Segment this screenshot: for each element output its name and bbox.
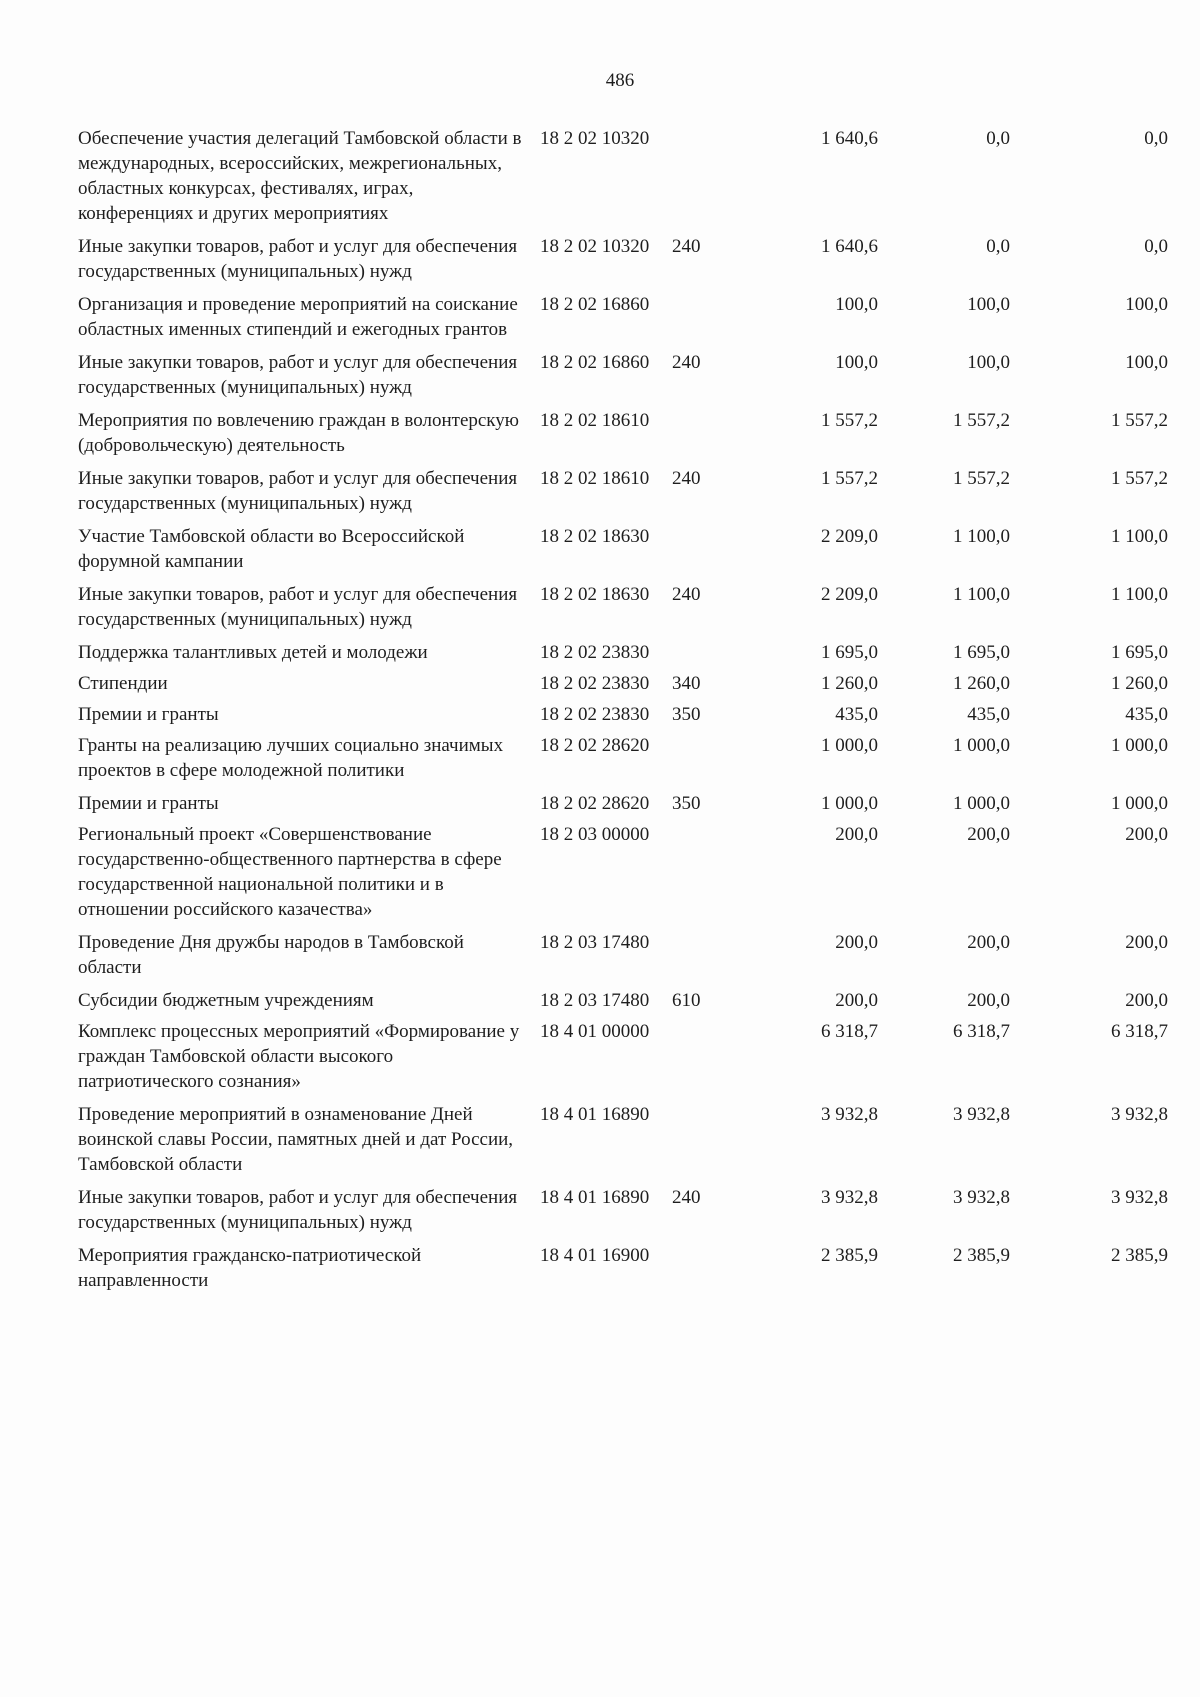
row-code: 18 4 01 16890 xyxy=(540,1187,650,1208)
row-code: 18 4 01 00000 xyxy=(540,1021,650,1042)
row-value-2: 1 000,0 xyxy=(953,735,1010,756)
row-code: 18 2 02 10320 xyxy=(540,236,650,257)
table-row xyxy=(78,1243,1168,1301)
row-code: 18 2 02 18610 xyxy=(540,410,650,431)
row-value-1: 435,0 xyxy=(835,704,878,725)
row-value-2: 200,0 xyxy=(967,824,1010,845)
row-value-1: 1 260,0 xyxy=(821,673,878,694)
page-number: 486 xyxy=(605,70,635,91)
budget-table-body xyxy=(78,126,1168,1301)
row-name: Мероприятия по вовлечению граждан в волонтерскую (добровольческую) деятельность xyxy=(78,410,519,456)
row-value-3: 100,0 xyxy=(1125,294,1168,315)
table-row xyxy=(78,1019,1168,1102)
row-name: Региональный проект «Совершенствование государственно-общественного партнерства в сфере государственной национальной политики и в отношении российского казачества» xyxy=(78,824,502,920)
row-value-3: 1 100,0 xyxy=(1111,584,1168,605)
row-value-3: 1 000,0 xyxy=(1111,735,1168,756)
row-value-3: 1 557,2 xyxy=(1111,468,1168,489)
row-code: 18 2 02 23830 xyxy=(540,704,650,725)
row-type xyxy=(672,822,720,930)
row-value-3: 2 385,9 xyxy=(1111,1245,1168,1266)
row-type: 240 xyxy=(672,584,701,605)
row-value-1: 1 640,6 xyxy=(821,128,878,149)
table-row xyxy=(78,671,1168,702)
row-name: Проведение мероприятий в ознаменование Дней воинской славы России, памятных дней и дат России, Тамбовской области xyxy=(78,1104,514,1175)
row-name: Поддержка талантливых детей и молодежи xyxy=(78,642,428,663)
row-name: Иные закупки товаров, работ и услуг для обеспечения государственных (муниципальных) нужд xyxy=(78,1187,518,1233)
row-code: 18 2 02 10320 xyxy=(540,128,650,149)
row-code: 18 2 02 28620 xyxy=(540,793,650,814)
row-value-3: 200,0 xyxy=(1125,824,1168,845)
row-type xyxy=(672,733,720,791)
row-code: 18 2 02 18610 xyxy=(540,468,650,489)
table-row xyxy=(78,350,1168,408)
table-row xyxy=(78,791,1168,822)
row-type: 350 xyxy=(672,793,701,814)
row-code: 18 2 02 18630 xyxy=(540,526,650,547)
row-code: 18 2 02 28620 xyxy=(540,735,650,756)
row-type xyxy=(672,1243,720,1301)
table-row xyxy=(78,582,1168,640)
table-row xyxy=(78,640,1168,671)
row-value-3: 6 318,7 xyxy=(1111,1021,1168,1042)
row-value-3: 200,0 xyxy=(1125,932,1168,953)
row-value-2: 6 318,7 xyxy=(953,1021,1010,1042)
row-value-2: 1 695,0 xyxy=(953,642,1010,663)
row-type: 340 xyxy=(672,673,701,694)
row-value-3: 1 557,2 xyxy=(1111,410,1168,431)
row-value-2: 1 260,0 xyxy=(953,673,1010,694)
row-name: Проведение Дня дружбы народов в Тамбовской области xyxy=(78,932,464,978)
row-value-1: 2 209,0 xyxy=(821,526,878,547)
table-row xyxy=(78,292,1168,350)
row-type: 240 xyxy=(672,352,701,373)
row-value-1: 1 695,0 xyxy=(821,642,878,663)
row-value-1: 200,0 xyxy=(835,932,878,953)
row-value-2: 0,0 xyxy=(986,236,1010,257)
row-value-1: 100,0 xyxy=(835,352,878,373)
row-type: 610 xyxy=(672,990,701,1011)
row-value-1: 100,0 xyxy=(835,294,878,315)
row-value-3: 100,0 xyxy=(1125,352,1168,373)
row-value-3: 0,0 xyxy=(1144,236,1168,257)
row-type xyxy=(672,1102,720,1185)
row-type xyxy=(672,292,720,350)
row-type: 240 xyxy=(672,236,701,257)
row-value-2: 0,0 xyxy=(986,128,1010,149)
row-code: 18 4 01 16890 xyxy=(540,1104,650,1125)
row-value-3: 200,0 xyxy=(1125,990,1168,1011)
row-value-3: 435,0 xyxy=(1125,704,1168,725)
row-name: Обеспечение участия делегаций Тамбовской области в международных, всероссийских, межрегиональных, областных конкурсах, фестивалях, играх, конференциях и других мероприятиях xyxy=(78,128,522,224)
row-value-1: 1 557,2 xyxy=(821,468,878,489)
row-name: Мероприятия гражданско-патриотической направленности xyxy=(78,1245,422,1291)
row-value-1: 1 000,0 xyxy=(821,735,878,756)
row-value-3: 1 000,0 xyxy=(1111,793,1168,814)
row-value-2: 435,0 xyxy=(967,704,1010,725)
row-type: 350 xyxy=(672,704,701,725)
row-type: 240 xyxy=(672,1187,701,1208)
row-value-2: 1 557,2 xyxy=(953,410,1010,431)
budget-table xyxy=(78,126,1168,1301)
table-row xyxy=(78,1185,1168,1243)
table-row xyxy=(78,466,1168,524)
row-type xyxy=(672,930,720,988)
row-value-3: 1 695,0 xyxy=(1111,642,1168,663)
row-value-2: 3 932,8 xyxy=(953,1187,1010,1208)
row-code: 18 2 03 00000 xyxy=(540,824,650,845)
table-row xyxy=(78,234,1168,292)
table-row xyxy=(78,702,1168,733)
table-row xyxy=(78,408,1168,466)
row-type: 240 xyxy=(672,468,701,489)
row-name: Субсидии бюджетным учреждениям xyxy=(78,990,374,1011)
row-value-3: 3 932,8 xyxy=(1111,1187,1168,1208)
row-name: Премии и гранты xyxy=(78,704,219,725)
row-value-2: 100,0 xyxy=(967,294,1010,315)
row-value-2: 2 385,9 xyxy=(953,1245,1010,1266)
row-type xyxy=(672,1019,720,1102)
row-value-3: 1 260,0 xyxy=(1111,673,1168,694)
row-code: 18 2 02 23830 xyxy=(540,642,650,663)
row-name: Комплекс процессных мероприятий «Формирование у граждан Тамбовской области высокого патриотического сознания» xyxy=(78,1021,520,1092)
table-row xyxy=(78,1102,1168,1185)
row-value-1: 1 640,6 xyxy=(821,236,878,257)
table-row xyxy=(78,822,1168,930)
row-value-1: 2 385,9 xyxy=(821,1245,878,1266)
table-row xyxy=(78,988,1168,1019)
row-value-1: 3 932,8 xyxy=(821,1104,878,1125)
row-name: Иные закупки товаров, работ и услуг для обеспечения государственных (муниципальных) нужд xyxy=(78,468,518,514)
row-name: Иные закупки товаров, работ и услуг для обеспечения государственных (муниципальных) нужд xyxy=(78,584,518,630)
row-code: 18 2 02 18630 xyxy=(540,584,650,605)
row-code: 18 2 02 16860 xyxy=(540,294,650,315)
row-code: 18 2 02 16860 xyxy=(540,352,650,373)
row-value-3: 1 100,0 xyxy=(1111,526,1168,547)
row-name: Организация и проведение мероприятий на соискание областных именных стипендий и ежегодных грантов xyxy=(78,294,518,340)
row-type xyxy=(672,524,720,582)
row-value-2: 200,0 xyxy=(967,990,1010,1011)
row-value-1: 200,0 xyxy=(835,824,878,845)
table-row xyxy=(78,126,1168,234)
row-type xyxy=(672,408,720,466)
row-code: 18 2 03 17480 xyxy=(540,990,650,1011)
row-value-1: 1 000,0 xyxy=(821,793,878,814)
row-value-2: 1 000,0 xyxy=(953,793,1010,814)
row-code: 18 2 03 17480 xyxy=(540,932,650,953)
row-value-1: 2 209,0 xyxy=(821,584,878,605)
row-type xyxy=(672,640,720,671)
row-name: Участие Тамбовской области во Всероссийской форумной кампании xyxy=(78,526,465,572)
row-code: 18 4 01 16900 xyxy=(540,1245,650,1266)
row-value-3: 3 932,8 xyxy=(1111,1104,1168,1125)
row-value-3: 0,0 xyxy=(1144,128,1168,149)
row-name: Гранты на реализацию лучших социально значимых проектов в сфере молодежной политики xyxy=(78,735,504,781)
row-value-2: 1 557,2 xyxy=(953,468,1010,489)
row-value-1: 1 557,2 xyxy=(821,410,878,431)
table-row xyxy=(78,733,1168,791)
row-name: Стипендии xyxy=(78,673,168,694)
row-value-2: 3 932,8 xyxy=(953,1104,1010,1125)
table-row xyxy=(78,930,1168,988)
row-value-2: 100,0 xyxy=(967,352,1010,373)
row-value-2: 1 100,0 xyxy=(953,526,1010,547)
table-row xyxy=(78,524,1168,582)
row-value-1: 3 932,8 xyxy=(821,1187,878,1208)
row-name: Иные закупки товаров, работ и услуг для обеспечения государственных (муниципальных) нужд xyxy=(78,352,518,398)
row-value-1: 6 318,7 xyxy=(821,1021,878,1042)
row-name: Иные закупки товаров, работ и услуг для обеспечения государственных (муниципальных) нужд xyxy=(78,236,518,282)
row-code: 18 2 02 23830 xyxy=(540,673,650,694)
row-name: Премии и гранты xyxy=(78,793,219,814)
row-type xyxy=(672,126,720,234)
row-value-2: 1 100,0 xyxy=(953,584,1010,605)
row-value-1: 200,0 xyxy=(835,990,878,1011)
row-value-2: 200,0 xyxy=(967,932,1010,953)
